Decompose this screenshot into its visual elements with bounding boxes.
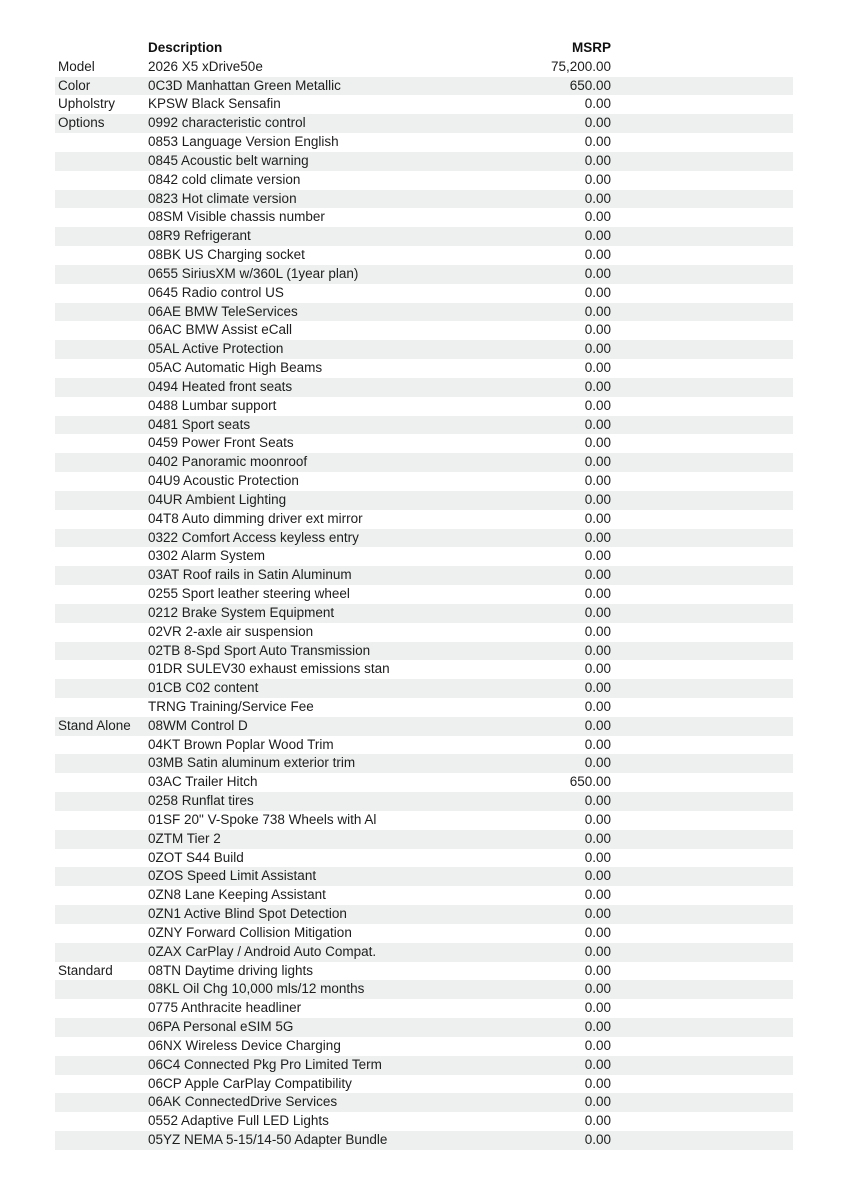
category-cell xyxy=(55,830,148,849)
msrp-cell: 0.00 xyxy=(584,755,611,771)
table-row xyxy=(55,359,793,378)
category-cell xyxy=(55,547,148,566)
category-cell: Model xyxy=(58,58,95,74)
msrp-cell: 0.00 xyxy=(584,228,611,244)
description-cell: 04U9 Acoustic Protection xyxy=(148,473,299,489)
category-cell: Options xyxy=(58,115,105,131)
msrp-cell: 0.00 xyxy=(584,96,611,112)
table-row xyxy=(55,980,793,999)
table-row xyxy=(55,265,793,284)
category-cell xyxy=(55,1056,148,1075)
category-cell xyxy=(55,359,148,378)
table-row xyxy=(55,1131,793,1150)
msrp-cell: 650.00 xyxy=(569,774,611,790)
row-spacer xyxy=(611,980,793,999)
msrp-cell: 0.00 xyxy=(584,152,611,168)
category-cell xyxy=(55,1131,148,1150)
table-row xyxy=(55,378,793,397)
msrp-cell: 0.00 xyxy=(584,171,611,187)
msrp-cell: 0.00 xyxy=(584,811,611,827)
row-spacer xyxy=(611,962,793,981)
category-cell xyxy=(55,867,148,886)
msrp-cell: 0.00 xyxy=(584,642,611,658)
table-row xyxy=(55,924,793,943)
row-spacer xyxy=(611,1056,793,1075)
row-spacer xyxy=(611,472,793,491)
table-row xyxy=(55,453,793,472)
category-cell xyxy=(55,792,148,811)
row-spacer xyxy=(611,754,793,773)
row-spacer xyxy=(611,792,793,811)
table-row xyxy=(55,114,793,133)
table-row xyxy=(55,152,793,171)
row-spacer xyxy=(611,416,793,435)
description-cell: 2026 X5 xDrive50e xyxy=(148,58,263,74)
description-cell: 08KL Oil Chg 10,000 mls/12 months xyxy=(148,981,365,997)
row-spacer xyxy=(611,171,793,190)
row-spacer xyxy=(611,114,793,133)
description-cell: 0992 characteristic control xyxy=(148,115,306,131)
msrp-column-header: MSRP xyxy=(571,40,611,55)
category-cell xyxy=(55,679,148,698)
category-cell xyxy=(55,660,148,679)
description-cell: 08BK US Charging socket xyxy=(148,247,305,263)
row-spacer xyxy=(611,1131,793,1150)
category-cell: Stand Alone xyxy=(58,717,131,733)
row-spacer xyxy=(611,491,793,510)
category-cell xyxy=(55,754,148,773)
category-cell xyxy=(55,736,148,755)
table-row xyxy=(55,566,793,585)
msrp-cell: 0.00 xyxy=(584,209,611,225)
row-spacer xyxy=(611,698,793,717)
category-cell xyxy=(55,698,148,717)
msrp-cell: 0.00 xyxy=(584,586,611,602)
table-row xyxy=(55,434,793,453)
row-spacer xyxy=(611,378,793,397)
table-row xyxy=(55,58,793,77)
category-cell xyxy=(55,397,148,416)
msrp-cell: 0.00 xyxy=(584,1037,611,1053)
description-cell: KPSW Black Sensafin xyxy=(148,96,281,112)
msrp-cell: 0.00 xyxy=(584,830,611,846)
msrp-cell: 0.00 xyxy=(584,567,611,583)
category-cell xyxy=(55,303,148,322)
row-spacer xyxy=(611,284,793,303)
row-spacer xyxy=(611,321,793,340)
msrp-cell: 0.00 xyxy=(584,887,611,903)
msrp-cell: 0.00 xyxy=(584,378,611,394)
description-cell: 0322 Comfort Access keyless entry xyxy=(148,529,359,545)
category-cell xyxy=(55,208,148,227)
row-spacer xyxy=(611,208,793,227)
vehicle-options-table xyxy=(55,39,793,1150)
table-row xyxy=(55,1037,793,1056)
row-spacer xyxy=(611,510,793,529)
row-spacer xyxy=(611,397,793,416)
msrp-cell: 0.00 xyxy=(584,190,611,206)
table-row xyxy=(55,133,793,152)
description-cell: 0258 Runflat tires xyxy=(148,793,254,809)
row-spacer xyxy=(611,1093,793,1112)
category-cell xyxy=(55,980,148,999)
category-cell: Standard xyxy=(58,962,113,978)
category-cell xyxy=(55,246,148,265)
description-cell: 06AE BMW TeleServices xyxy=(148,303,298,319)
category-column-header xyxy=(55,39,148,58)
description-cell: 05YZ NEMA 5-15/14-50 Adapter Bundle xyxy=(148,1132,388,1148)
description-cell: 04T8 Auto dimming driver ext mirror xyxy=(148,510,363,526)
msrp-cell: 0.00 xyxy=(584,435,611,451)
category-cell xyxy=(55,943,148,962)
row-spacer xyxy=(611,1037,793,1056)
category-cell: Upholstry xyxy=(58,96,116,112)
table-row xyxy=(55,208,793,227)
description-cell: 06C4 Connected Pkg Pro Limited Term xyxy=(148,1056,382,1072)
category-cell xyxy=(55,284,148,303)
category-cell xyxy=(55,585,148,604)
table-row xyxy=(55,585,793,604)
row-spacer xyxy=(611,95,793,114)
table-row xyxy=(55,999,793,1018)
table-row xyxy=(55,303,793,322)
description-cell: 0C3D Manhattan Green Metallic xyxy=(148,77,341,93)
category-cell xyxy=(55,1075,148,1094)
table-row xyxy=(55,623,793,642)
row-spacer xyxy=(611,246,793,265)
category-cell xyxy=(55,623,148,642)
category-cell xyxy=(55,491,148,510)
description-cell: 0552 Adaptive Full LED Lights xyxy=(148,1113,329,1129)
header-spacer xyxy=(611,39,793,58)
table-row xyxy=(55,77,793,96)
description-cell: 0494 Heated front seats xyxy=(148,378,293,394)
msrp-cell: 650.00 xyxy=(569,77,611,93)
description-cell: 03MB Satin aluminum exterior trim xyxy=(148,755,356,771)
category-cell xyxy=(55,924,148,943)
row-spacer xyxy=(611,359,793,378)
msrp-cell: 0.00 xyxy=(584,322,611,338)
table-row xyxy=(55,491,793,510)
table-body xyxy=(55,58,793,1150)
description-cell: 0845 Acoustic belt warning xyxy=(148,152,309,168)
category-cell xyxy=(55,152,148,171)
description-cell: 0ZOT S44 Build xyxy=(148,849,244,865)
description-cell: 0853 Language Version English xyxy=(148,134,339,150)
table-row xyxy=(55,736,793,755)
row-spacer xyxy=(611,830,793,849)
table-row xyxy=(55,547,793,566)
description-cell: 0842 cold climate version xyxy=(148,171,301,187)
table-row xyxy=(55,604,793,623)
description-cell: 0645 Radio control US xyxy=(148,284,284,300)
category-cell xyxy=(55,811,148,830)
description-cell: 0823 Hot climate version xyxy=(148,190,297,206)
table-row xyxy=(55,717,793,736)
description-cell: 0655 SiriusXM w/360L (1year plan) xyxy=(148,265,359,281)
row-spacer xyxy=(611,943,793,962)
description-cell: 02VR 2-axle air suspension xyxy=(148,623,314,639)
category-cell xyxy=(55,1037,148,1056)
msrp-cell: 0.00 xyxy=(584,981,611,997)
msrp-cell: 0.00 xyxy=(584,736,611,752)
msrp-cell: 0.00 xyxy=(584,341,611,357)
row-spacer xyxy=(611,1112,793,1131)
table-row xyxy=(55,867,793,886)
description-cell: 03AT Roof rails in Satin Aluminum xyxy=(148,567,352,583)
category-cell xyxy=(55,529,148,548)
msrp-cell: 0.00 xyxy=(584,360,611,376)
table-row xyxy=(55,1056,793,1075)
msrp-cell: 0.00 xyxy=(584,793,611,809)
row-spacer xyxy=(611,190,793,209)
category-cell xyxy=(55,321,148,340)
row-spacer xyxy=(611,340,793,359)
msrp-cell: 0.00 xyxy=(584,454,611,470)
description-cell: 02TB 8-Spd Sport Auto Transmission xyxy=(148,642,371,658)
table-row xyxy=(55,284,793,303)
description-cell: 0ZNY Forward Collision Mitigation xyxy=(148,924,352,940)
msrp-cell: 0.00 xyxy=(584,548,611,564)
table-row xyxy=(55,660,793,679)
table-row xyxy=(55,642,793,661)
description-cell: 06AK ConnectedDrive Services xyxy=(148,1094,338,1110)
table-row xyxy=(55,171,793,190)
msrp-cell: 0.00 xyxy=(584,849,611,865)
msrp-cell: 0.00 xyxy=(584,604,611,620)
row-spacer xyxy=(611,58,793,77)
msrp-cell: 0.00 xyxy=(584,962,611,978)
table-row xyxy=(55,905,793,924)
description-cell: 06CP Apple CarPlay Compatibility xyxy=(148,1075,352,1091)
description-column-header: Description xyxy=(148,40,223,55)
table-row xyxy=(55,340,793,359)
msrp-cell: 0.00 xyxy=(584,623,611,639)
description-cell: 0ZN8 Lane Keeping Assistant xyxy=(148,887,326,903)
msrp-cell: 0.00 xyxy=(584,1000,611,1016)
table-row xyxy=(55,811,793,830)
table-row xyxy=(55,849,793,868)
row-spacer xyxy=(611,736,793,755)
msrp-cell: 0.00 xyxy=(584,265,611,281)
table-row xyxy=(55,886,793,905)
description-cell: 08SM Visible chassis number xyxy=(148,209,325,225)
table-row xyxy=(55,397,793,416)
table-row xyxy=(55,1018,793,1037)
description-cell: 0488 Lumbar support xyxy=(148,397,277,413)
table-row xyxy=(55,510,793,529)
description-cell: 0ZOS Speed Limit Assistant xyxy=(148,868,317,884)
description-cell: 08TN Daytime driving lights xyxy=(148,962,314,978)
row-spacer xyxy=(611,585,793,604)
row-spacer xyxy=(611,303,793,322)
table-row xyxy=(55,321,793,340)
msrp-cell: 0.00 xyxy=(584,943,611,959)
table-row xyxy=(55,698,793,717)
description-cell: 0481 Sport seats xyxy=(148,416,251,432)
category-cell xyxy=(55,510,148,529)
category-cell xyxy=(55,849,148,868)
description-cell: 0ZTM Tier 2 xyxy=(148,830,221,846)
category-cell xyxy=(55,1093,148,1112)
row-spacer xyxy=(611,77,793,96)
category-cell xyxy=(55,999,148,1018)
msrp-cell: 0.00 xyxy=(584,680,611,696)
table-row xyxy=(55,792,793,811)
description-cell: 01SF 20" V-Spoke 738 Wheels with Al xyxy=(148,811,377,827)
msrp-cell: 0.00 xyxy=(584,1113,611,1129)
table-row xyxy=(55,529,793,548)
msrp-cell: 0.00 xyxy=(584,397,611,413)
description-cell: 01DR SULEV30 exhaust emissions stan xyxy=(148,661,390,677)
description-cell: 0ZAX CarPlay / Android Auto Compat. xyxy=(148,943,377,959)
msrp-cell: 0.00 xyxy=(584,115,611,131)
msrp-cell: 0.00 xyxy=(584,1094,611,1110)
row-spacer xyxy=(611,1018,793,1037)
table-row xyxy=(55,95,793,114)
table-row xyxy=(55,830,793,849)
msrp-cell: 0.00 xyxy=(584,303,611,319)
table-row xyxy=(55,754,793,773)
category-cell xyxy=(55,340,148,359)
row-spacer xyxy=(611,1075,793,1094)
msrp-cell: 0.00 xyxy=(584,1019,611,1035)
category-cell xyxy=(55,133,148,152)
row-spacer xyxy=(611,434,793,453)
category-cell xyxy=(55,190,148,209)
description-cell: 0459 Power Front Seats xyxy=(148,435,294,451)
category-cell xyxy=(55,416,148,435)
description-cell: 05AC Automatic High Beams xyxy=(148,360,323,376)
row-spacer xyxy=(611,849,793,868)
row-spacer xyxy=(611,773,793,792)
table-row xyxy=(55,472,793,491)
category-cell xyxy=(55,604,148,623)
category-cell xyxy=(55,378,148,397)
category-cell: Color xyxy=(58,77,91,93)
msrp-cell: 0.00 xyxy=(584,284,611,300)
msrp-cell: 0.00 xyxy=(584,1132,611,1148)
category-cell xyxy=(55,171,148,190)
msrp-cell: 0.00 xyxy=(584,416,611,432)
row-spacer xyxy=(611,604,793,623)
row-spacer xyxy=(611,999,793,1018)
category-cell xyxy=(55,1112,148,1131)
msrp-cell: 0.00 xyxy=(584,473,611,489)
description-cell: 0255 Sport leather steering wheel xyxy=(148,586,350,602)
table-row xyxy=(55,943,793,962)
row-spacer xyxy=(611,566,793,585)
category-cell xyxy=(55,453,148,472)
description-cell: 06AC BMW Assist eCall xyxy=(148,322,293,338)
table-row xyxy=(55,1075,793,1094)
msrp-cell: 0.00 xyxy=(584,906,611,922)
msrp-cell: 0.00 xyxy=(584,868,611,884)
msrp-cell: 0.00 xyxy=(584,529,611,545)
row-spacer xyxy=(611,924,793,943)
table-header-row xyxy=(55,39,793,58)
row-spacer xyxy=(611,660,793,679)
row-spacer xyxy=(611,811,793,830)
msrp-cell: 0.00 xyxy=(584,717,611,733)
category-cell xyxy=(55,472,148,491)
table-row xyxy=(55,962,793,981)
row-spacer xyxy=(611,133,793,152)
table-row xyxy=(55,190,793,209)
category-cell xyxy=(55,434,148,453)
category-cell xyxy=(55,265,148,284)
msrp-cell: 0.00 xyxy=(584,661,611,677)
category-cell xyxy=(55,773,148,792)
category-cell xyxy=(55,642,148,661)
row-spacer xyxy=(611,717,793,736)
row-spacer xyxy=(611,886,793,905)
row-spacer xyxy=(611,905,793,924)
msrp-cell: 0.00 xyxy=(584,491,611,507)
msrp-cell: 0.00 xyxy=(584,247,611,263)
description-cell: 0402 Panoramic moonroof xyxy=(148,454,308,470)
table-row xyxy=(55,246,793,265)
msrp-cell: 0.00 xyxy=(584,1056,611,1072)
msrp-cell: 0.00 xyxy=(584,924,611,940)
description-cell: 0ZN1 Active Blind Spot Detection xyxy=(148,906,347,922)
msrp-cell: 75,200.00 xyxy=(550,58,611,74)
row-spacer xyxy=(611,679,793,698)
row-spacer xyxy=(611,623,793,642)
row-spacer xyxy=(611,547,793,566)
msrp-cell: 0.00 xyxy=(584,698,611,714)
description-cell: 05AL Active Protection xyxy=(148,341,284,357)
row-spacer xyxy=(611,227,793,246)
category-cell xyxy=(55,566,148,585)
category-cell xyxy=(55,886,148,905)
table-row xyxy=(55,227,793,246)
description-cell: 04UR Ambient Lighting xyxy=(148,491,287,507)
table-row xyxy=(55,1093,793,1112)
description-cell: 08R9 Refrigerant xyxy=(148,228,251,244)
category-cell xyxy=(55,227,148,246)
description-cell: 01CB C02 content xyxy=(148,680,259,696)
row-spacer xyxy=(611,453,793,472)
description-cell: 03AC Trailer Hitch xyxy=(148,774,258,790)
table-row xyxy=(55,1112,793,1131)
category-cell xyxy=(55,905,148,924)
msrp-cell: 0.00 xyxy=(584,510,611,526)
description-cell: 06NX Wireless Device Charging xyxy=(148,1037,341,1053)
row-spacer xyxy=(611,529,793,548)
description-cell: 0775 Anthracite headliner xyxy=(148,1000,302,1016)
description-cell: 06PA Personal eSIM 5G xyxy=(148,1019,294,1035)
row-spacer xyxy=(611,152,793,171)
msrp-cell: 0.00 xyxy=(584,134,611,150)
description-cell: 0302 Alarm System xyxy=(148,548,266,564)
msrp-cell: 0.00 xyxy=(584,1075,611,1091)
row-spacer xyxy=(611,642,793,661)
description-cell: 08WM Control D xyxy=(148,717,248,733)
description-cell: 04KT Brown Poplar Wood Trim xyxy=(148,736,334,752)
table-row xyxy=(55,416,793,435)
category-cell xyxy=(55,1018,148,1037)
table-row xyxy=(55,679,793,698)
table-row xyxy=(55,773,793,792)
description-cell: 0212 Brake System Equipment xyxy=(148,604,335,620)
row-spacer xyxy=(611,867,793,886)
description-cell: TRNG Training/Service Fee xyxy=(148,698,314,714)
row-spacer xyxy=(611,265,793,284)
